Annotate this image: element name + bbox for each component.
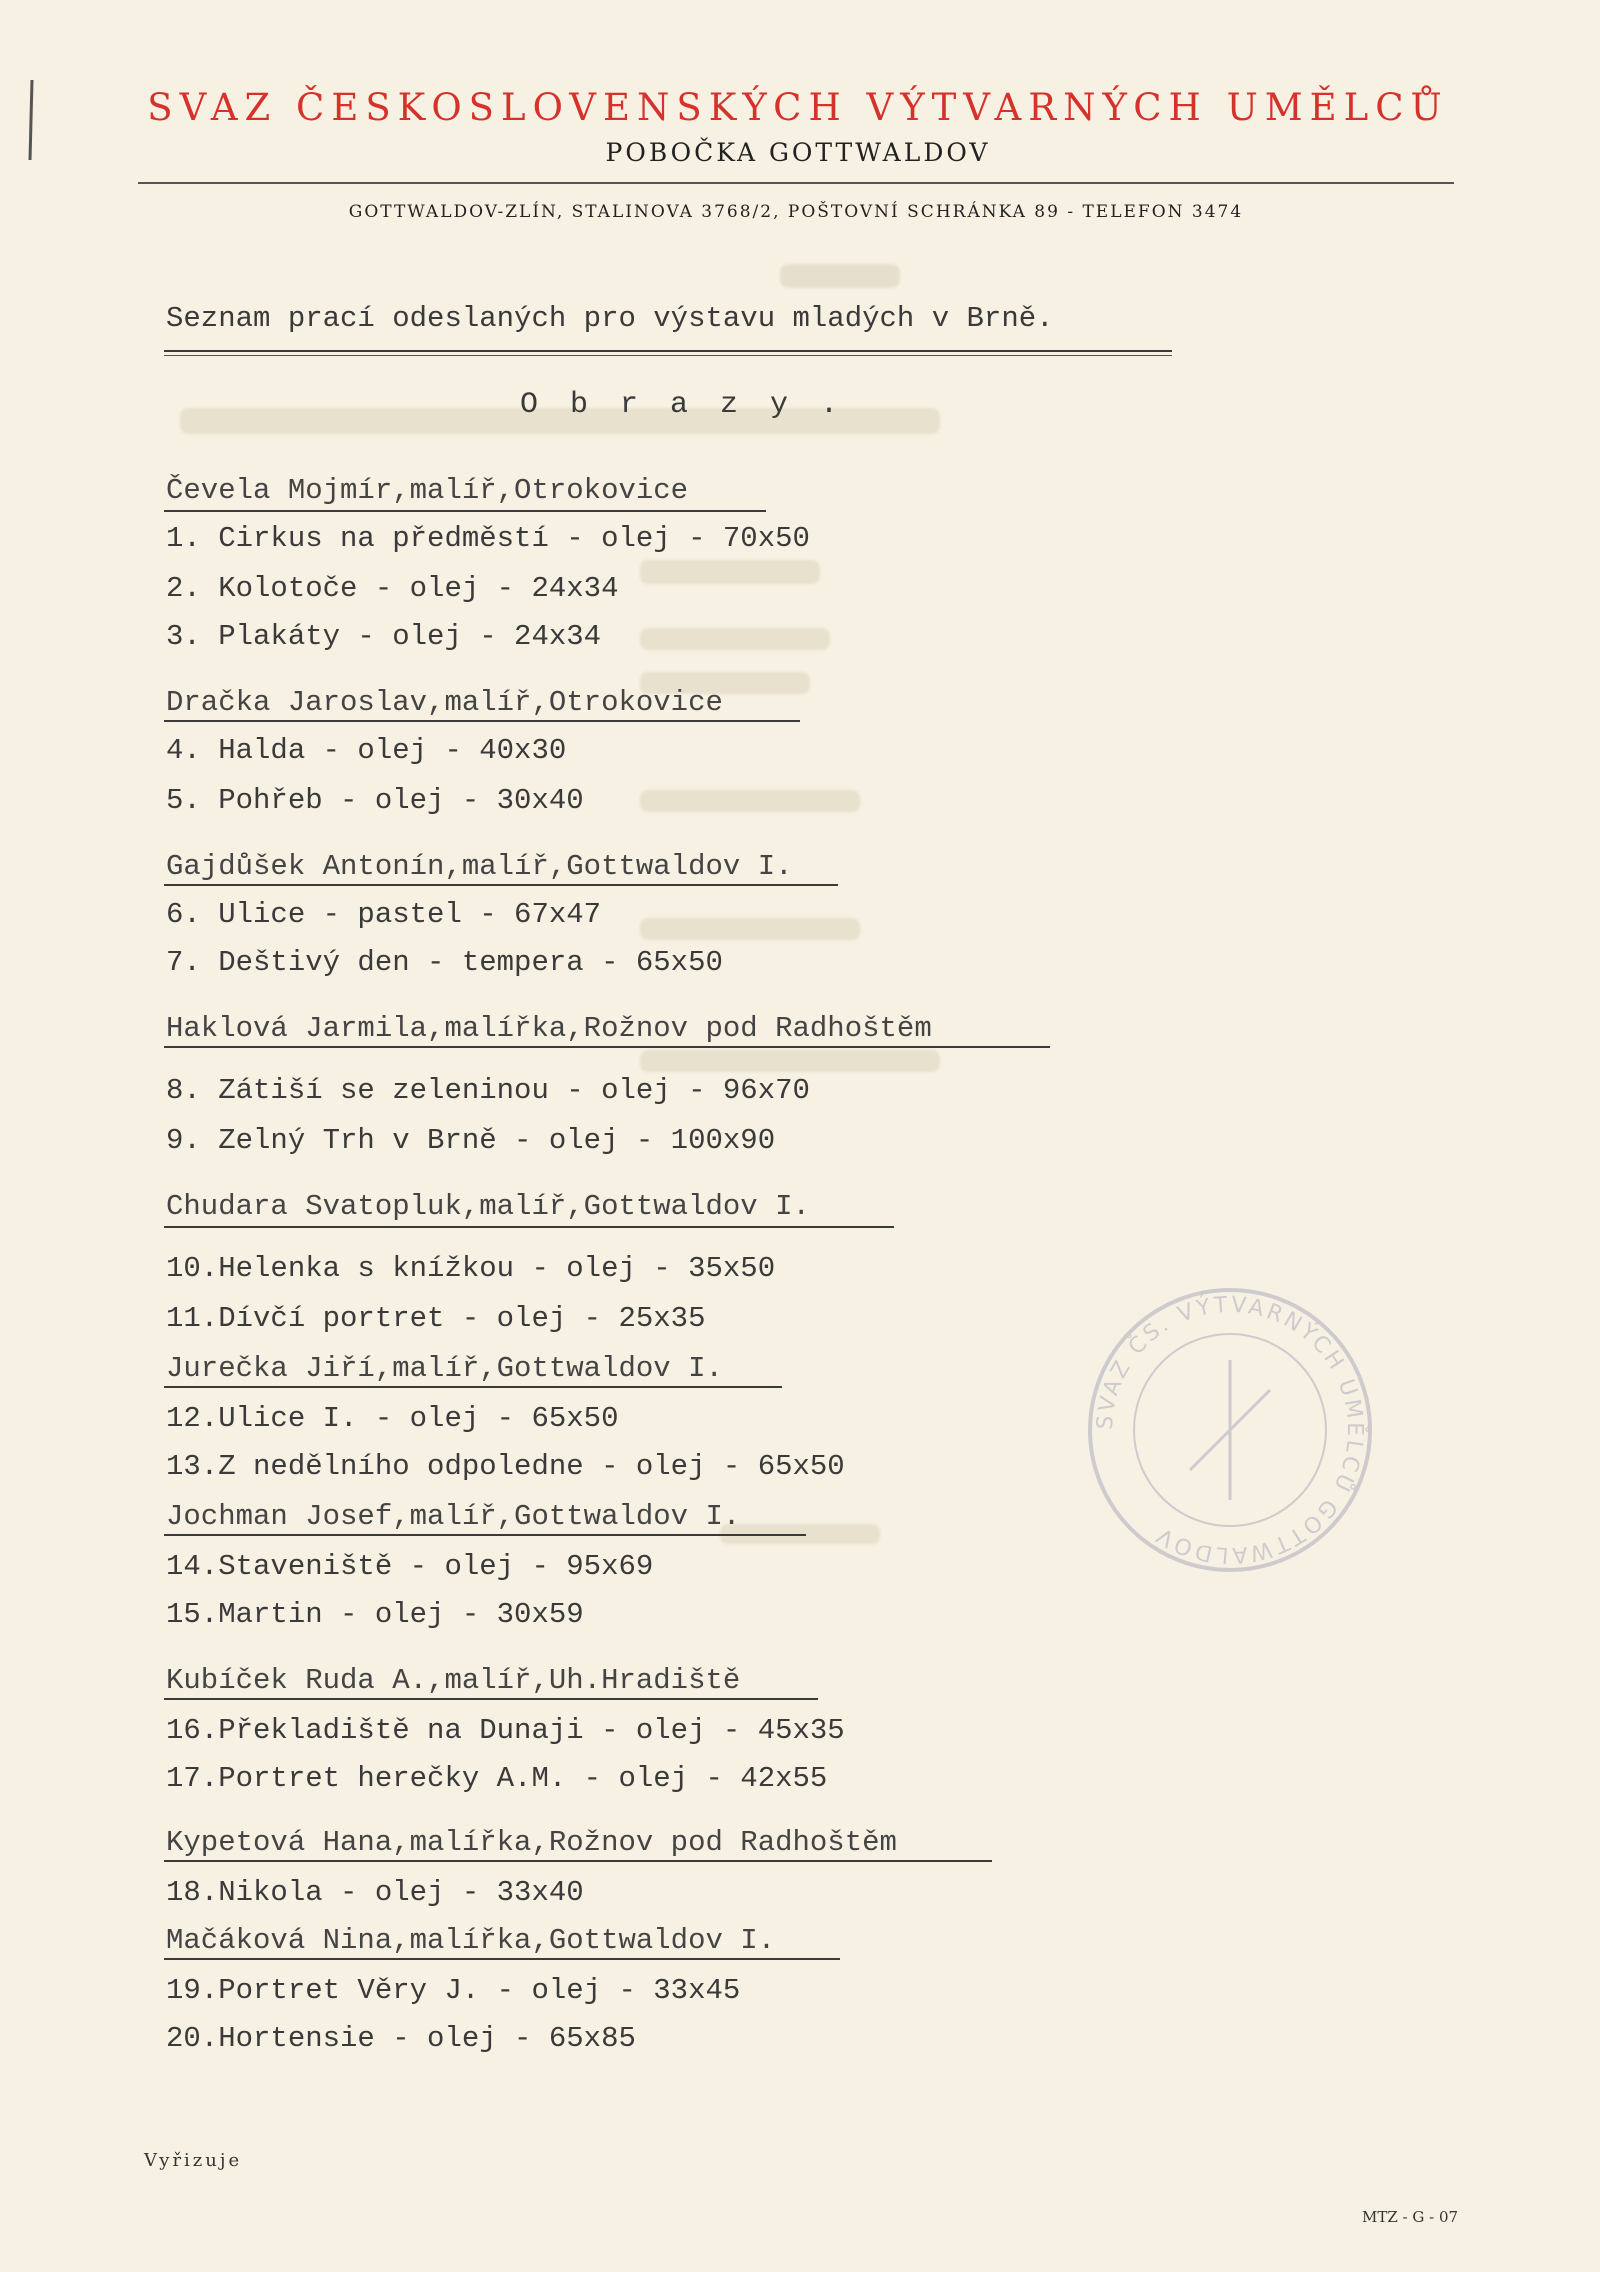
work-item: 9. Zelný Trh v Brně - olej - 100x90 [166,1124,776,1157]
title-underline [164,350,1172,356]
work-item: 3. Plakáty - olej - 24x34 [166,620,602,653]
work-item: 10.Helenka s knížkou - olej - 35x50 [166,1252,776,1285]
artist-underline [164,1226,894,1228]
artist-name: Jochman Josef,malíř,Gottwaldov I. [166,1500,741,1533]
stamp-text: SVAZ ČS. VÝTVARNÝCH UMĚLCŮ GOTTWALDOV [1092,1292,1368,1568]
paper-edge-mark [26,80,38,160]
work-item: 18.Nikola - olej - 33x40 [166,1876,584,1909]
form-code: MTZ - G - 07 [1362,2208,1459,2226]
artist-underline [164,510,766,512]
letterhead-address: GOTTWALDOV-ZLÍN, STALINOVA 3768/2, POŠTOVNÍ SCHRÁNKA 89 - TELEFON 3474 [348,202,1244,222]
artist-name: Čevela Mojmír,malíř,Otrokovice [166,474,689,507]
handled-by-label: Vyřizuje [144,2150,243,2171]
work-item: 6. Ulice - pastel - 67x47 [166,898,602,931]
work-item: 1. Cirkus na předměstí - olej - 70x50 [166,522,810,555]
organization-stamp [1080,1280,1380,1580]
work-item: 19.Portret Věry J. - olej - 33x45 [166,1974,741,2007]
letterhead-title: SVAZ ČESKOSLOVENSKÝCH VÝTVARNÝCH UMĚLCŮ [147,86,1449,129]
artist-name: Haklová Jarmila,malířka,Rožnov pod Radhoštěm [166,1012,932,1045]
section-heading: O b r a z y . [520,388,846,422]
work-item: 11.Dívčí portret - olej - 25x35 [166,1302,706,1335]
artist-name: Gajdůšek Antonín,malíř,Gottwaldov I. [166,850,793,883]
document-title: Seznam prací odeslaných pro výstavu mladých v Brně. [166,302,1054,335]
artist-underline [164,1386,782,1388]
work-item: 8. Zátiší se zeleninou - olej - 96x70 [166,1074,810,1107]
work-item: 16.Překladiště na Dunaji - olej - 45x35 [166,1714,845,1747]
artist-underline [164,1860,992,1862]
artist-name: Chudara Svatopluk,malíř,Gottwaldov I. [166,1190,810,1223]
artist-name: Kypetová Hana,malířka,Rožnov pod Radhoštěm [166,1826,897,1859]
artist-underline [164,720,800,722]
work-item: 7. Deštivý den - tempera - 65x50 [166,946,723,979]
work-item: 12.Ulice I. - olej - 65x50 [166,1402,619,1435]
work-item: 15.Martin - olej - 30x59 [166,1598,584,1631]
letterhead-divider [138,182,1454,184]
work-item: 14.Staveniště - olej - 95x69 [166,1550,654,1583]
work-item: 4. Halda - olej - 40x30 [166,734,567,767]
work-item: 17.Portret herečky A.M. - olej - 42x55 [166,1762,828,1795]
artist-underline [164,1958,840,1960]
artist-underline [164,1698,818,1700]
work-item: 13.Z nedělního odpoledne - olej - 65x50 [166,1450,845,1483]
artist-underline [164,884,838,886]
artist-name: Kubíček Ruda A.,malíř,Uh.Hradiště [166,1664,741,1697]
letterhead-subtitle: POBOČKA GOTTWALDOV [605,138,991,167]
artist-name: Dračka Jaroslav,malíř,Otrokovice [166,686,723,719]
artist-name: Jurečka Jiří,malíř,Gottwaldov I. [166,1352,723,1385]
artist-name: Mačáková Nina,malířka,Gottwaldov I. [166,1924,776,1957]
artist-underline [164,1046,1050,1048]
artist-underline [164,1534,806,1536]
work-item: 5. Pohřeb - olej - 30x40 [166,784,584,817]
work-item: 2. Kolotoče - olej - 24x34 [166,572,619,605]
work-item: 20.Hortensie - olej - 65x85 [166,2022,636,2055]
